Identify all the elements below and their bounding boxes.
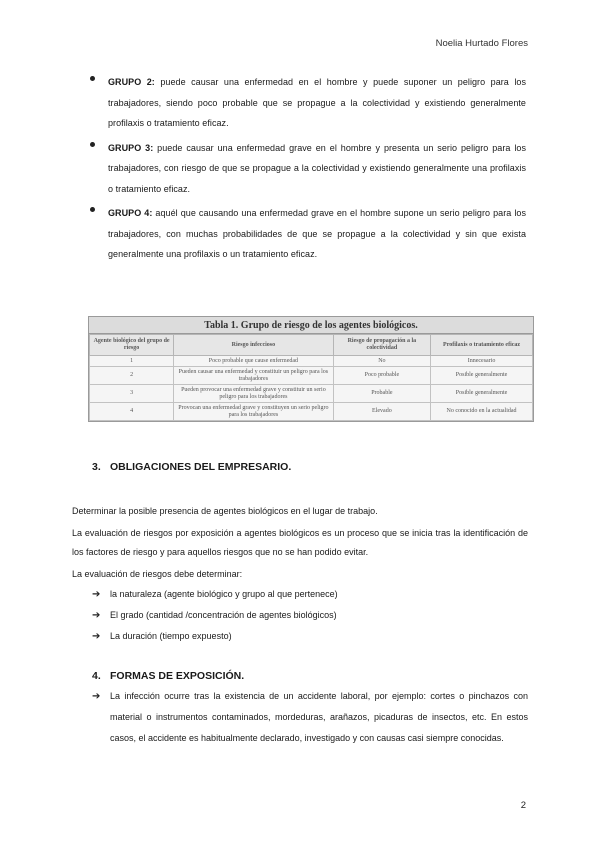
table-row — [90, 356, 533, 367]
paragraph-evaluation: La evaluación de riesgos por exposición a agentes biológicos es un proceso que se inicia tras la identificación de los factores de riesgo y para aquellos riesgos que no se han podido evitar. — [72, 528, 528, 557]
bullet-dot-icon — [90, 76, 95, 81]
table-title: Tabla 1. Grupo de riesgo de los agentes biológicos. — [89, 317, 533, 334]
grupo-text: puede causar una enfermedad grave en el hombre y presenta un serio peligro para los trabajadores, con riesgo de que se propague a la colectividad y existiendo generalmente una profilaxis o tratamiento eficaz. — [108, 142, 527, 194]
list-item: ➔ El grado (cantidad /concentración de agentes biológicos) — [92, 605, 528, 626]
table-cell: Poco probable — [333, 367, 430, 385]
list-item-grupo-3: GRUPO 3: puede causar una enfermedad grave en el hombre y presenta un serio peligro para los trabajadores, con riesgo de que se propague a la colectividad y existiendo generalmente una profilaxis o tratamiento eficaz. — [86, 138, 526, 200]
risk-group-table — [88, 316, 534, 422]
table-row — [90, 403, 533, 421]
paragraph-evaluation-intro: La evaluación de riesgos debe determinar: — [72, 569, 243, 579]
table-cell: No — [333, 356, 430, 367]
section-number: 3. — [92, 461, 101, 473]
arrow-right-icon: ➔ — [92, 691, 101, 702]
section-3-heading — [92, 461, 291, 473]
table-row — [90, 385, 533, 403]
list-item: ➔ la naturaleza (agente biológico y grupo al que pertenece) — [92, 584, 528, 605]
table-header-row — [90, 335, 533, 356]
exposure-list — [92, 686, 528, 749]
arrow-right-icon: ➔ — [92, 589, 101, 600]
section-title: FORMAS DE EXPOSICIÓN. — [110, 670, 245, 682]
table-cell: Pueden causar una enfermedad y constituir un peligro para los trabajadores — [174, 367, 333, 385]
list-item: ➔ La duración (tiempo expuesto) — [92, 626, 528, 647]
table-cell: Probable — [333, 385, 430, 403]
list-item: ➔ La infección ocurre tras la existencia de un accidente laboral, por ejemplo: cortes o pinchazos con material o instrumentos contaminados, mordeduras, arañazos, picaduras de insectos, etc. En estos casos, el accidente es habitualmente declarado, investigado y con causas casi siempre conocidas. — [92, 686, 528, 749]
table-cell: Pueden provocar una enfermedad grave y constituir un serio peligro para los trabajadores — [174, 385, 333, 403]
table-cell: Provocan una enfermedad grave y constituyen un serio peligro para los trabajadores — [174, 403, 333, 421]
column-header: Riesgo de propagación a la colectividad — [333, 335, 430, 356]
table-cell: No conocido en la actualidad — [431, 403, 533, 421]
grupos-list — [86, 72, 526, 269]
bullet-dot-icon — [90, 207, 95, 212]
table-row — [90, 367, 533, 385]
column-header: Riesgo infeccioso — [174, 335, 333, 356]
list-item-grupo-4: GRUPO 4: aquél que causando una enfermedad grave en el hombre supone un serio peligro para los trabajadores, con muchas probabilidades de que se propague a la colectividad y sin que exista generalmente una profilaxis o un tratamiento eficaz. — [86, 203, 526, 265]
grupo-text: aquél que causando una enfermedad grave en el hombre supone un serio peligro para los trabajadores, con muchas probabilidades de que se propague a la colectividad y sin que exista generalmente una profilaxis o un tratamiento eficaz. — [108, 208, 527, 259]
column-header: Agente biológico del grupo de riesgo — [90, 335, 174, 356]
evaluation-list — [92, 584, 528, 647]
column-header: Profilaxis o tratamiento eficaz — [431, 335, 533, 356]
arrow-right-icon: ➔ — [92, 610, 101, 621]
list-item-grupo-2: GRUPO 2: puede causar una enfermedad en el hombre y puede suponer un peligro para los trabajadores, siendo poco probable que se propague a la colectividad y existiendo generalmente profilaxis o tratamiento eficaz. — [86, 72, 526, 134]
page-number: 2 — [520, 800, 526, 811]
table-cell: Poco probable que cause enfermedad — [174, 356, 333, 367]
table-cell: 4 — [90, 403, 174, 421]
table-cell: 3 — [90, 385, 174, 403]
grupo-label: GRUPO 2 — [108, 77, 152, 87]
grupo-label: GRUPO 4 — [108, 208, 150, 218]
table-cell: Innecesario — [431, 356, 533, 367]
section-4-heading — [92, 670, 244, 682]
arrow-right-icon: ➔ — [92, 631, 101, 642]
table-cell: 1 — [90, 356, 174, 367]
table-cell: Posible generalmente — [431, 367, 533, 385]
table-cell: Posible generalmente — [431, 385, 533, 403]
section-title: OBLIGACIONES DEL EMPRESARIO. — [110, 461, 292, 473]
bullet-dot-icon — [90, 142, 95, 147]
table-cell: 2 — [90, 367, 174, 385]
paragraph-presence: Determinar la posible presencia de agentes biológicos en el lugar de trabajo. — [72, 506, 378, 516]
grupo-text: puede causar una enfermedad en el hombre y puede suponer un peligro para los trabajadores, siendo poco probable que se propague a la colectividad y existiendo generalmente profilaxis o tratamiento eficaz. — [108, 77, 526, 128]
header-author: Noelia Hurtado Flores — [435, 38, 528, 49]
grupo-label: GRUPO 3 — [108, 142, 151, 153]
table-cell: Elevado — [333, 403, 430, 421]
section-number: 4. — [92, 670, 101, 682]
